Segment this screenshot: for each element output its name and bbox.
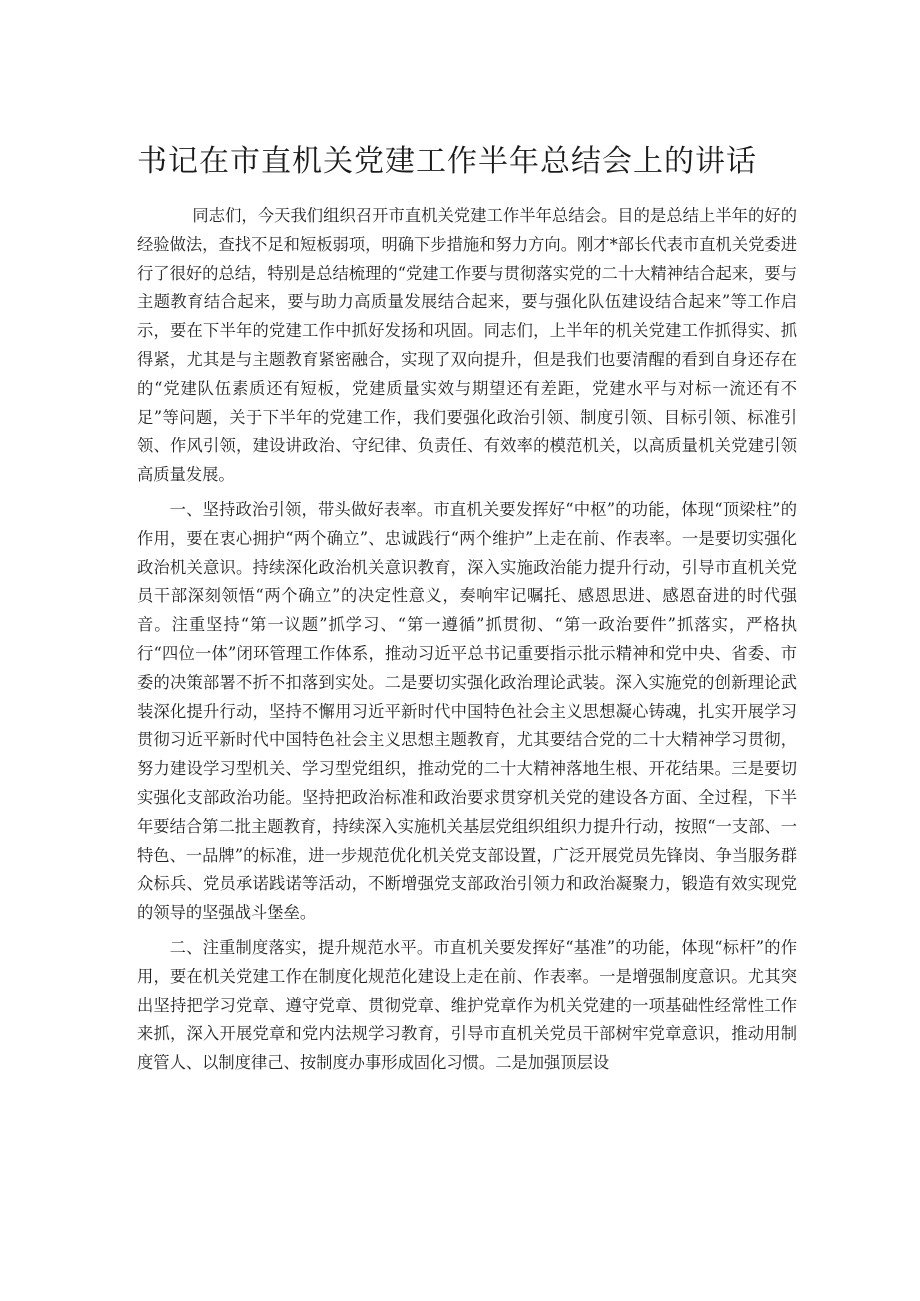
document-body <box>137 202 797 1084</box>
paragraph-section-2: 二、注重制度落实，提升规范水平。市直机关要发挥好“基准”的功能，体现“标杆”的作用，要在机关党建工作在制度化规范化建设上走在前、作表率。一是增强制度意识。尤其突出坚持把学习党章、遵守党章、贯彻党章、维护党章作为机关党建的一项基础性经常性工作来抓，深入开展党章和党内法规学习教育，引导市直机关党员干部树牢党章意识，推动用制度管人、以制度律己、按制度办事形成固化习惯。二是加强顶层设 <box>137 937 797 1073</box>
paragraph-section-1: 一、坚持政治引领，带头做好表率。市直机关要发挥好“中枢”的功能，体现“顶梁柱”的作用，要在衷心拥护“两个确立”、忠诚践行“两个维护”上走在前、作表率。一是要切实强化政治机关意识。持续深化政治机关意识教育，深入实施政治能力提升行动，引导市直机关党员干部深刻领悟“两个确立”的决定性意义，奏响牢记嘱托、感恩思进、感恩奋进的时代强音。注重坚持“第一议题”抓学习、“第一遵循”抓贯彻、“第一政治要件”抓落实，严格执行“四位一体”闭环管理工作体系，推动习近平总书记重要指示批示精神和党中央、省委、市委的决策部署不折不扣落到实处。二是要切实强化政治理论武装。深入实施党的创新理论武装深化提升行动，坚持不懈用习近平新时代中国特色社会主义思想凝心铸魂，扎实开展学习贯彻习近平新时代中国特色社会主义思想主题教育，尤其要结合党的二十大精神学习贯彻，努力建设学习型机关、学习型党组织，推动党的二十大精神落地生根、开花结果。三是要切实强化支部政治功能。坚持把政治标准和政治要求贯穿机关党的建设各方面、全过程，下半年要结合第二批主题教育，持续深入实施机关基层党组织组织力提升行动，按照“一支部、一特色、一品牌”的标准，进一步规范优化机关党支部设置，广泛开展党员先锋岗、争当服务群众标兵、党员承诺践诺等活动，不断增强党支部政治引领力和政治凝聚力，锻造有效实现党的领导的坚强战斗堡垒。 <box>137 499 797 923</box>
document-title: 书记在市直机关党建工作半年总结会上的讲话 <box>137 144 757 179</box>
paragraph-intro: 同志们，今天我们组织召开市直机关党建工作半年总结会。目的是总结上半年的好的经验做法，查找不足和短板弱项，明确下步措施和努力方向。刚才*部长代表市直机关党委进行了很好的总结，特别是总结梳理的“党建工作要与贯彻落实党的二十大精神结合起来，要与主题教育结合起来，要与助力高质量发展结合起来，要与强化队伍建设结合起来”等工作启示，要在下半年的党建工作中抓好发扬和巩固。同志们，上半年的机关党建工作抓得实、抓得紧，尤其是与主题教育紧密融合，实现了双向提升，但是我们也要清醒的看到自身还存在的“党建队伍素质还有短板，党建质量实效与期望还有差距，党建水平与对标一流还有不足”等问题，关于下半年的党建工作，我们要强化政治引领、制度引领、目标引领、标准引领、作风引领，建设讲政治、守纪律、负责任、有效率的模范机关，以高质量机关党建引领高质量发展。 <box>137 206 797 485</box>
